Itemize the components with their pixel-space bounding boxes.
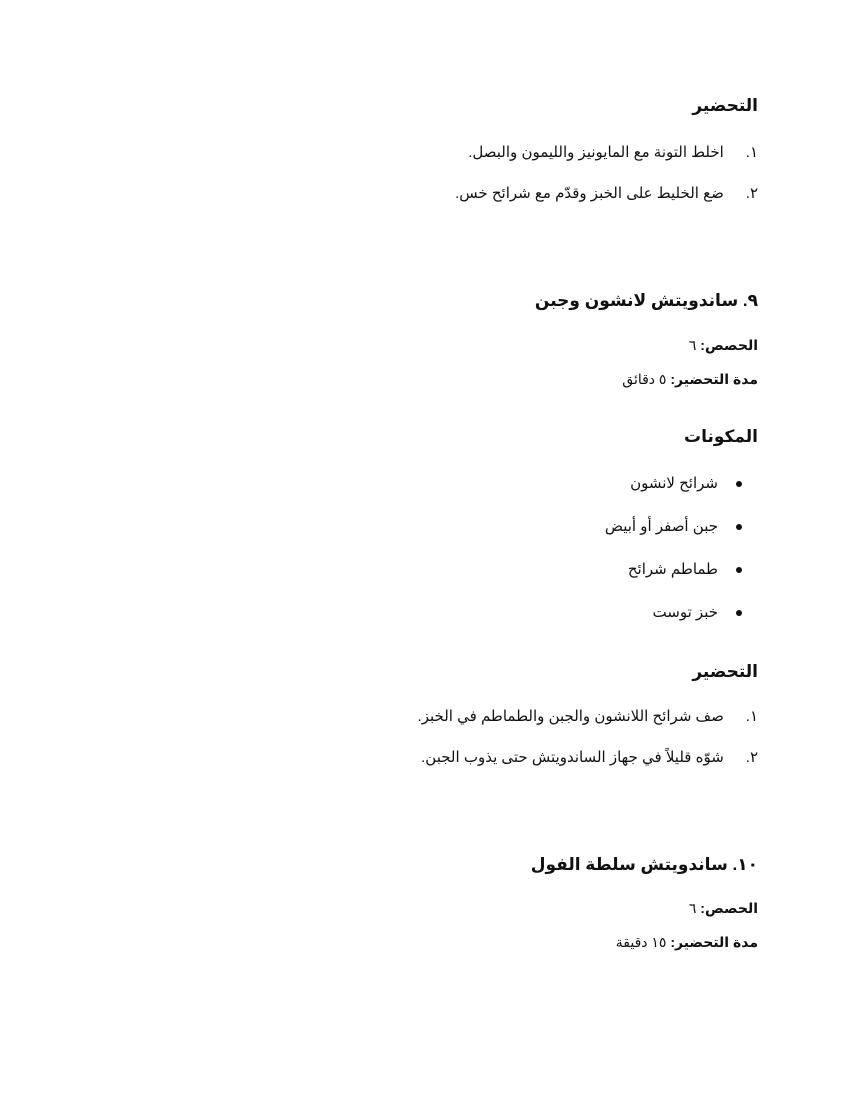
servings-line: [689, 337, 758, 354]
servings-value: ٦: [688, 900, 697, 916]
step-number: ٢.: [745, 749, 758, 766]
step-number: ١.: [745, 144, 758, 161]
prep-step-2: [455, 184, 758, 202]
ingredient-item: خبز توست: [653, 603, 742, 621]
servings-label: الحصص:: [700, 900, 758, 916]
recipe-title: ١٠. ساندويتش سلطة الفول: [530, 855, 758, 874]
prep-step-2: [421, 748, 758, 766]
step-number: ٢.: [745, 185, 758, 202]
ingredient-item: شرائح لانشون: [630, 474, 742, 492]
step-text: شوّه قليلاً في جهاز الساندويتش حتى يذوب الجبن.: [421, 749, 724, 766]
prep-time-line: [616, 934, 758, 951]
prep-step-1: [418, 707, 758, 725]
prep-time-label: مدة التحضير:: [670, 371, 758, 387]
recipe-title: ٩. ساندويتش لانشون وجبن: [534, 291, 758, 310]
step-text: صف شرائح اللانشون والجبن والطماطم في الخبز.: [417, 708, 724, 725]
prep-step-1: [468, 143, 758, 161]
ingredient-item: طماطم شرائح: [628, 560, 742, 578]
bullet-icon: [732, 518, 742, 528]
prep-time-value: ٥ دقائق: [622, 371, 667, 387]
prep-heading: التحضير: [692, 96, 758, 115]
ingredients-heading: المكونات: [683, 427, 758, 446]
servings-line: [689, 900, 758, 917]
prep-time-label: مدة التحضير:: [670, 934, 758, 950]
step-number: ١.: [745, 708, 758, 725]
servings-label: الحصص:: [700, 337, 758, 353]
servings-value: ٦: [688, 337, 697, 353]
step-text: اخلط التونة مع المايونيز والليمون والبصل.: [468, 144, 724, 161]
prep-time-value: ١٥ دقيقة: [615, 934, 667, 950]
step-text: ضع الخليط على الخبز وقدّم مع شرائح خس.: [455, 185, 724, 202]
ingredient-item: جبن أصفر أو أبيض: [605, 517, 742, 535]
bullet-icon: [732, 604, 742, 614]
prep-heading: التحضير: [692, 662, 758, 681]
bullet-icon: [732, 561, 742, 571]
prep-time-line: [622, 371, 758, 388]
bullet-icon: [732, 475, 742, 485]
